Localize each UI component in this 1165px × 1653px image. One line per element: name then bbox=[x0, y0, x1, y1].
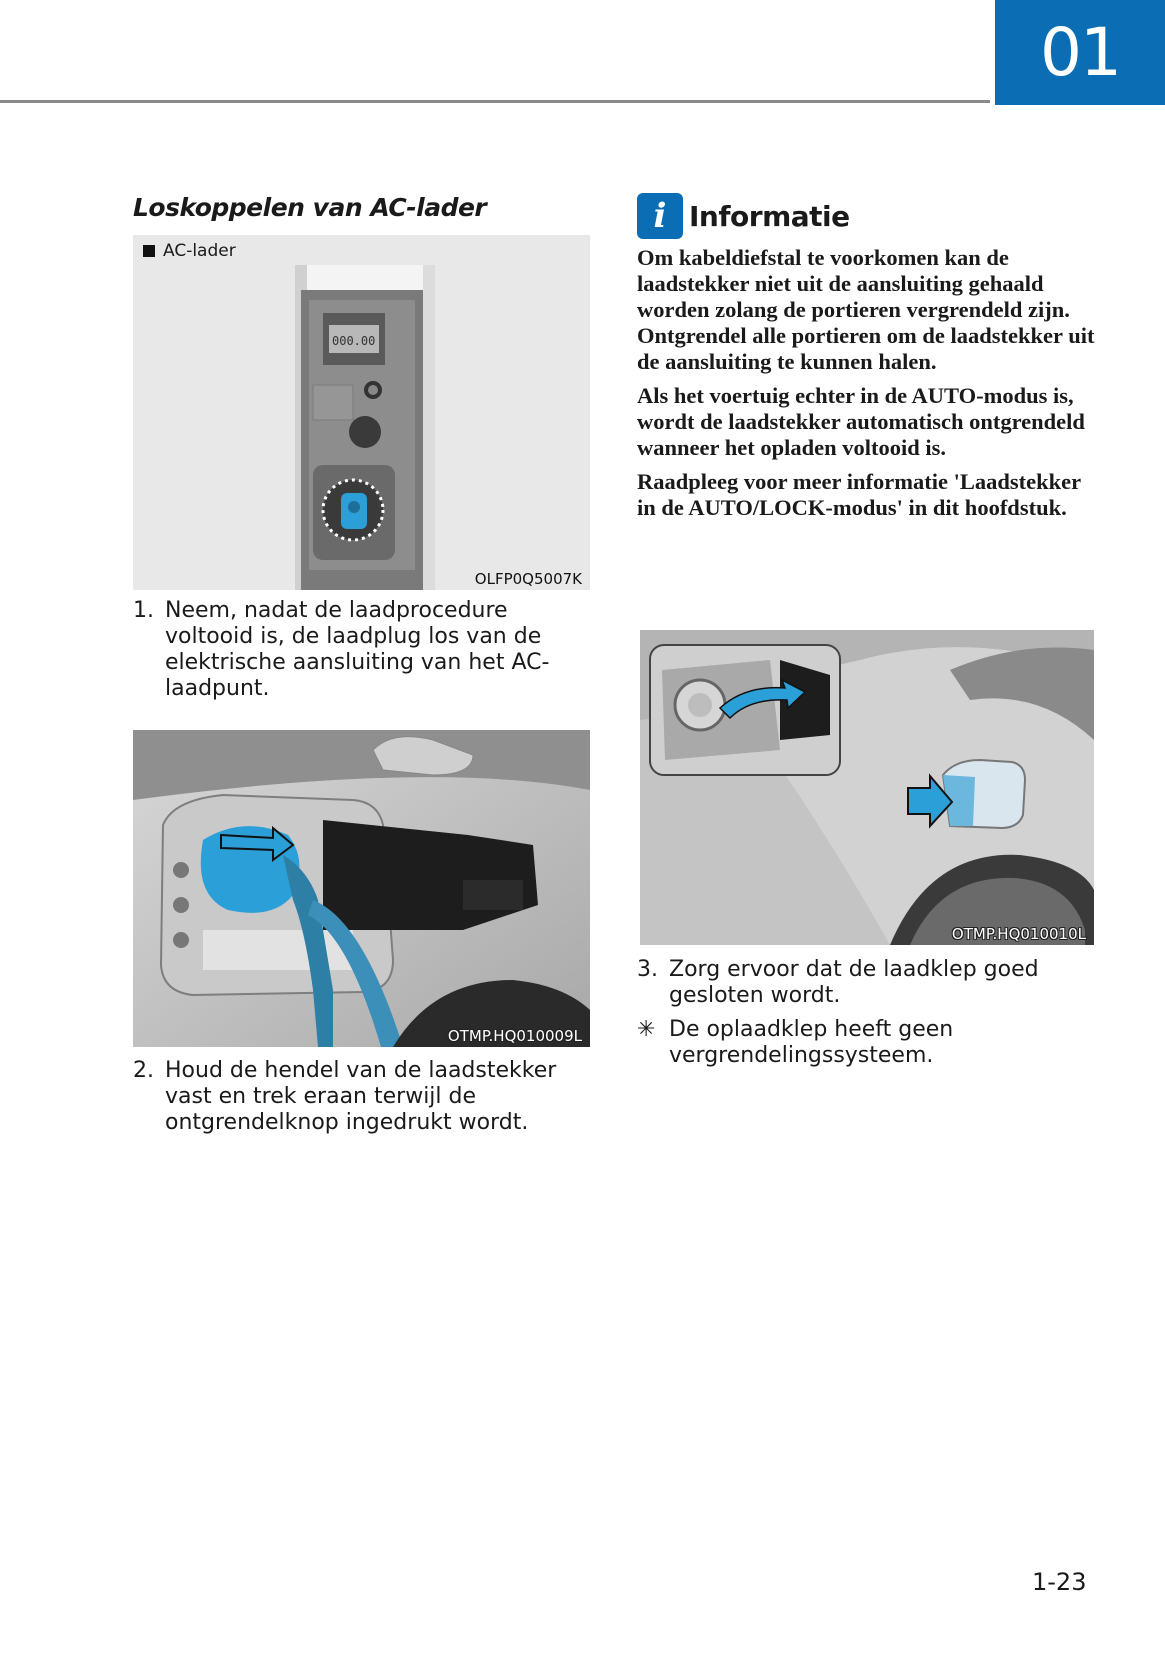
info-paragraph: Als het voertuig echter in de AUTO-modus is, wordt de laadstekker automatisch ontgrendeld wanneer het opladen voltooid is. bbox=[637, 383, 1085, 460]
section-title: Loskoppelen van AC-lader bbox=[133, 193, 487, 222]
info-icon: i bbox=[637, 193, 683, 239]
unplug-illustration bbox=[133, 730, 590, 1047]
asterisk-icon: ✳ bbox=[637, 1017, 656, 1042]
page-number: 1-23 bbox=[1032, 1568, 1087, 1596]
info-paragraph: Om kabeldiefstal te voorkomen kan de laadstekker niet uit de aansluiting gehaald worden zolang de portieren vergrendeld zijn. Ontgrendel alle portieren om de laadstekker uit de aansluiting te kunnen halen. bbox=[637, 245, 1095, 374]
info-body bbox=[637, 245, 1097, 529]
figure-code: OTMP.HQ010009L bbox=[447, 1027, 582, 1045]
figure-ac-charger bbox=[133, 235, 590, 590]
info-paragraph: Raadpleeg voor meer informatie 'Laadstekker in de AUTO/LOCK-modus' in dit hoofdstuk. bbox=[637, 469, 1081, 520]
step-text: Zorg ervoor dat de laadklep goed gesloten wordt. bbox=[669, 957, 1039, 1008]
figure-charge-flap bbox=[640, 630, 1094, 945]
figure-code: OLFP0Q5007K bbox=[474, 570, 582, 588]
chapter-tab: 01 bbox=[995, 0, 1165, 105]
header-rule bbox=[0, 100, 990, 103]
step-2 bbox=[133, 1058, 583, 1136]
flap-illustration bbox=[640, 630, 1094, 945]
step-number: 1. bbox=[133, 598, 154, 623]
info-title: Informatie bbox=[689, 199, 850, 233]
figure-unplug bbox=[133, 730, 590, 1047]
figure-code: OTMP.HQ010010L bbox=[951, 925, 1086, 943]
square-bullet-icon bbox=[143, 245, 155, 257]
figure-caption bbox=[143, 241, 236, 261]
step-text: Houd de hendel van de laadstekker vast en trek eraan terwijl de ontgrendelknop ingedrukt wordt. bbox=[165, 1058, 557, 1135]
charger-illustration bbox=[133, 235, 590, 590]
note-text: De oplaadklep heeft geen vergrendelingssysteem. bbox=[669, 1017, 954, 1068]
figure-caption-text: AC-lader bbox=[163, 241, 236, 261]
step-1 bbox=[133, 598, 583, 702]
note bbox=[637, 1017, 1097, 1069]
info-header bbox=[637, 193, 850, 239]
step-number: 3. bbox=[637, 957, 658, 982]
step-3 bbox=[637, 957, 1097, 1009]
step-text: Neem, nadat de laadprocedure voltooid is, de laadplug los van de elektrische aansluiting van het AC-laadpunt. bbox=[165, 598, 550, 701]
svg-text:000.00: 000.00 bbox=[332, 334, 376, 348]
step-number: 2. bbox=[133, 1058, 154, 1083]
